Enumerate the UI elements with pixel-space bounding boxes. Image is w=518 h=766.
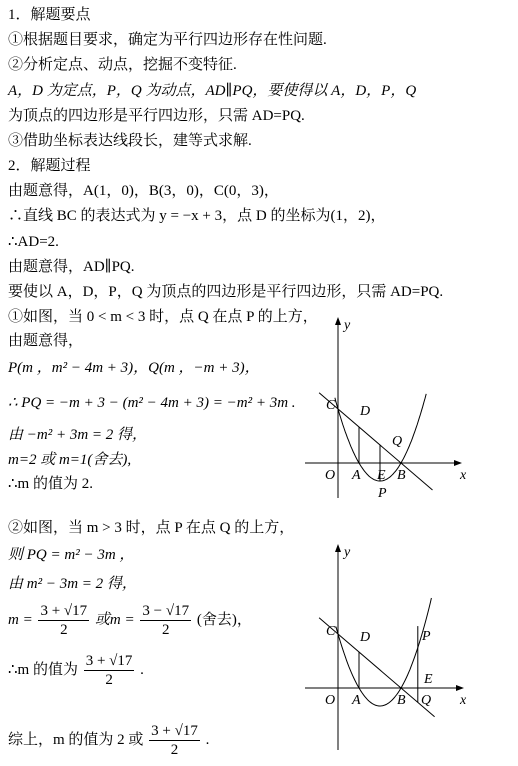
section1-title: 1．解题要点	[8, 7, 91, 23]
graph2-label-q: Q	[421, 693, 432, 708]
frac-plus-den: 2	[60, 622, 68, 638]
conclusion-pre: 综上，m 的值为 2 或	[8, 731, 144, 748]
graph1-label-a: A	[352, 468, 361, 483]
case2-line4	[8, 602, 252, 639]
case2-m-eq: m =	[8, 611, 33, 628]
section1-line5: ③借助坐标表达线段长，建等式求解.	[8, 133, 252, 149]
graph2-label-c: C	[326, 624, 336, 639]
case1-line4: ∴ PQ = −m + 3 − (m² − 4m + 3) = −m² + 3m .	[8, 395, 296, 411]
graph1-label-x: x	[460, 468, 467, 483]
frac-plus-2	[84, 652, 135, 689]
graph2	[300, 540, 470, 755]
graph2-label-x: x	[460, 693, 467, 708]
case2-value-post: .	[140, 661, 144, 678]
graph2-label-a: A	[352, 693, 361, 708]
case2-line2: 则 PQ = m² − 3m ，	[8, 547, 135, 563]
case1-line6: m=2 或 m=1(舍去),	[8, 452, 132, 468]
graph2-label-b: B	[397, 693, 406, 708]
graph1-y-arrow	[335, 317, 341, 325]
frac-plus-2-num: 3 + √17	[85, 653, 133, 669]
case1-line5: 由 −m² + 3m = 2 得，	[8, 427, 148, 443]
frac-plus-3	[149, 722, 200, 759]
frac-plus-3-num: 3 + √17	[151, 723, 198, 739]
frac-plus	[38, 602, 89, 639]
graph1-label-d: D	[360, 404, 371, 419]
conclusion-post: .	[205, 731, 210, 748]
section2-line2: ∴直线 BC 的表达式为 y = −x + 3，点 D 的坐标为(1，2)，	[8, 208, 386, 224]
case1-line7: ∴m 的值为 2.	[8, 476, 93, 492]
case2-line1: ②如图，当 m > 3 时，点 P 在点 Q 的上方，	[8, 520, 295, 536]
graph1-x-arrow	[454, 460, 462, 466]
graph1-label-y: y	[344, 318, 351, 333]
graph2-y-arrow	[335, 544, 341, 552]
frac-minus-num: 3 − √17	[142, 603, 190, 619]
frac-minus-den: 2	[161, 622, 170, 638]
section1-line4: 为顶点的四边形是平行四边形，只需 AD=PQ.	[8, 108, 305, 124]
graph2-label-o: O	[325, 693, 336, 708]
case2-or-m-eq: 或m =	[94, 611, 135, 628]
graph1-label-e: E	[377, 468, 386, 483]
frac-minus	[140, 602, 191, 639]
graph2-label-p: P	[422, 629, 431, 644]
conclusion-line	[8, 722, 209, 759]
section2-line4: 由题意得，AD∥PQ.	[8, 259, 135, 275]
graph2-line-bc	[319, 618, 435, 717]
graph1-label-c: C	[326, 398, 336, 413]
frac-plus-2-den: 2	[105, 672, 113, 688]
case1-line2: 由题意得，	[8, 333, 84, 349]
case2-line5	[8, 652, 144, 689]
graph1-label-o: O	[325, 468, 336, 483]
frac-plus-3-den: 2	[170, 742, 179, 758]
graph1-label-b: B	[397, 468, 406, 483]
graph1-label-q: Q	[392, 434, 403, 449]
graph2-label-d: D	[360, 630, 371, 645]
graph1	[300, 313, 470, 503]
case2-line3: 由 m² − 3m = 2 得，	[8, 576, 137, 592]
case1-line1: ①如图，当 0 < m < 3 时，点 Q 在点 P 的上方，	[8, 309, 318, 325]
case1-line3: P(m ，m² − 4m + 3)，Q(m ，−m + 3)，	[8, 360, 260, 376]
section1-line3: A，D 为定点，P，Q 为动点，AD∥PQ，要使得以 A，D，P，Q	[8, 83, 417, 99]
section1-line2: ②分析定点、动点，挖掘不变特征.	[8, 57, 237, 73]
case2-value-pre: ∴m 的值为	[8, 661, 78, 678]
case2-rejected: (舍去)，	[196, 611, 252, 628]
graph2-x-arrow	[456, 685, 464, 691]
section2-line5: 要使以 A，D，P，Q 为顶点的四边形是平行四边形，只需 AD=PQ.	[8, 284, 444, 300]
section1-line1: ①根据题目要求，确定为平行四边形存在性问题.	[8, 32, 327, 48]
graph2-label-e: E	[424, 672, 433, 687]
section2-line1: 由题意得，A(1，0)，B(3，0)，C(0，3)，	[8, 183, 279, 199]
graph1-line-bc	[319, 393, 432, 490]
graph2-label-y: y	[344, 545, 351, 560]
section2-line3: ∴AD=2.	[8, 234, 59, 250]
frac-plus-num: 3 + √17	[40, 603, 88, 619]
section2-title: 2．解题过程	[8, 158, 91, 174]
graph2-parabola	[336, 598, 432, 706]
graph1-label-p: P	[378, 486, 387, 501]
